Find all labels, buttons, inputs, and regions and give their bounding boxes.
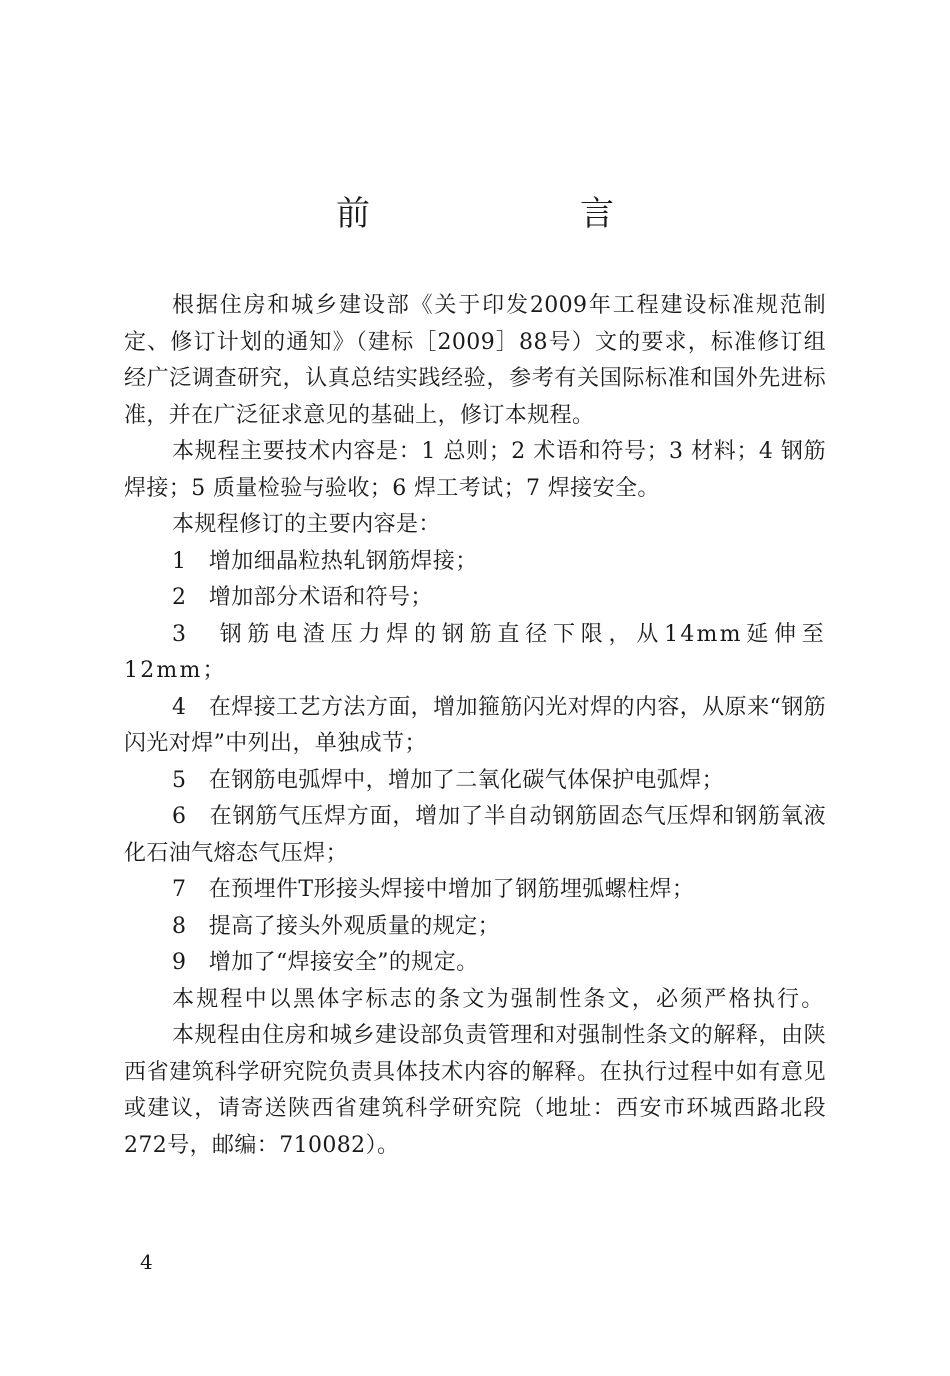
revision-item-4: 4 在焊接工艺方法方面，增加箍筋闪光对焊的内容，从原来“钢筋闪光对焊”中列出，单独成节；: [124, 694, 826, 756]
paragraph-revision-intro: 本规程修订的主要内容是：: [172, 512, 441, 537]
paragraph-main-contents: 本规程主要技术内容是：1 总则；2 术语和符号；3 材料；4 钢筋焊接；5 质量检验与验收；6 焊工考试；7 焊接安全。: [124, 439, 826, 501]
page-title: 前 言: [336, 194, 702, 234]
preface-body: [124, 288, 826, 1164]
revision-item-9: 9 增加了“焊接安全”的规定。: [172, 950, 479, 975]
revision-item-2: 2 增加部分术语和符号；: [172, 585, 433, 610]
revision-item-3: 3 钢筋电渣压力焊的钢筋直径下限，从14mm延伸至12mm；: [124, 621, 826, 683]
paragraph-mandatory-clauses: 本规程中以黑体字标志的条文为强制性条文，必须严格执行。: [172, 986, 826, 1012]
paragraph-management-contact: 本规程由住房和城乡建设部负责管理和对强制性条文的解释，由陕西省建筑科学研究院负责具体技术内容的解释。在执行过程中如有意见或建议，请寄送陕西省建筑科学研究院（地址：西安市环城西路北段272号，邮编：710082）。: [124, 1023, 826, 1158]
revision-item-7: 7 在预埋件T形接头焊接中增加了钢筋埋弧螺柱焊；: [172, 877, 695, 902]
page-number: 4: [140, 1250, 153, 1274]
revision-item-8: 8 提高了接头外观质量的规定；: [172, 913, 500, 939]
revision-item-6: 6 在钢筋气压焊方面，增加了半自动钢筋固态气压焊和钢筋氧液化石油气熔态气压焊；: [124, 804, 826, 866]
revision-item-5: 5 在钢筋电弧焊中，增加了二氧化碳气体保护电弧焊；: [172, 767, 724, 793]
paragraph-background: 根据住房和城乡建设部《关于印发2009年工程建设标准规范制定、修订计划的通知》（建标［2009］88号）文的要求，标准修订组经广泛调查研究，认真总结实践经验，参考有关国际标准和国外先进标准，并在广泛征求意见的基础上，修订本规程。: [124, 293, 826, 428]
revision-item-1: 1 增加细晶粒热轧钢筋焊接；: [172, 548, 478, 574]
